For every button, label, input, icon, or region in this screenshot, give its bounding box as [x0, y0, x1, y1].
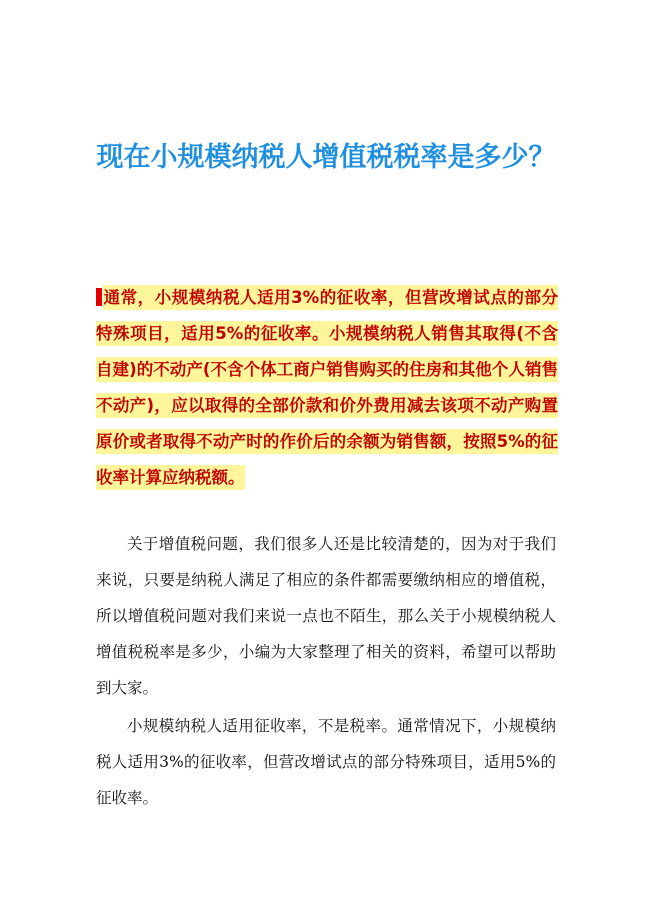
body-paragraph-1: 关于增值税问题，我们很多人还是比较清楚的，因为对于我们来说，只要是纳税人满足了相应的条件都需要缴纳相应的增值税，所以增值税问题对我们来说一点也不陌生，那么关于小规模纳税人增值税税率是多少，小编为大家整理了相关的资料，希望可以帮助到大家。	[96, 535, 556, 697]
summary-marker	[96, 288, 102, 306]
summary-text: 通常，小规模纳税人适用3%的征收率，但营改增试点的部分特殊项目，适用5%的征收率。小规模纳税人销售其取得(不含自建)的不动产(不含个体工商户销售购买的住房和其他个人销售不动产)，应以取得的全部价款和价外费用减去该项不动产购置原价或者取得不动产时的作价后的余额为销售额，按照5%的征收率计算应纳税额。	[96, 285, 558, 490]
summary-block	[96, 280, 558, 496]
page-title: 现在小规模纳税人增值税税率是多少？	[96, 142, 556, 173]
body-paragraph-2: 小规模纳税人适用征收率，不是税率。通常情况下，小规模纳税人适用3%的征收率，但营改增试点的部分特殊项目，适用5%的征收率。	[96, 717, 556, 807]
